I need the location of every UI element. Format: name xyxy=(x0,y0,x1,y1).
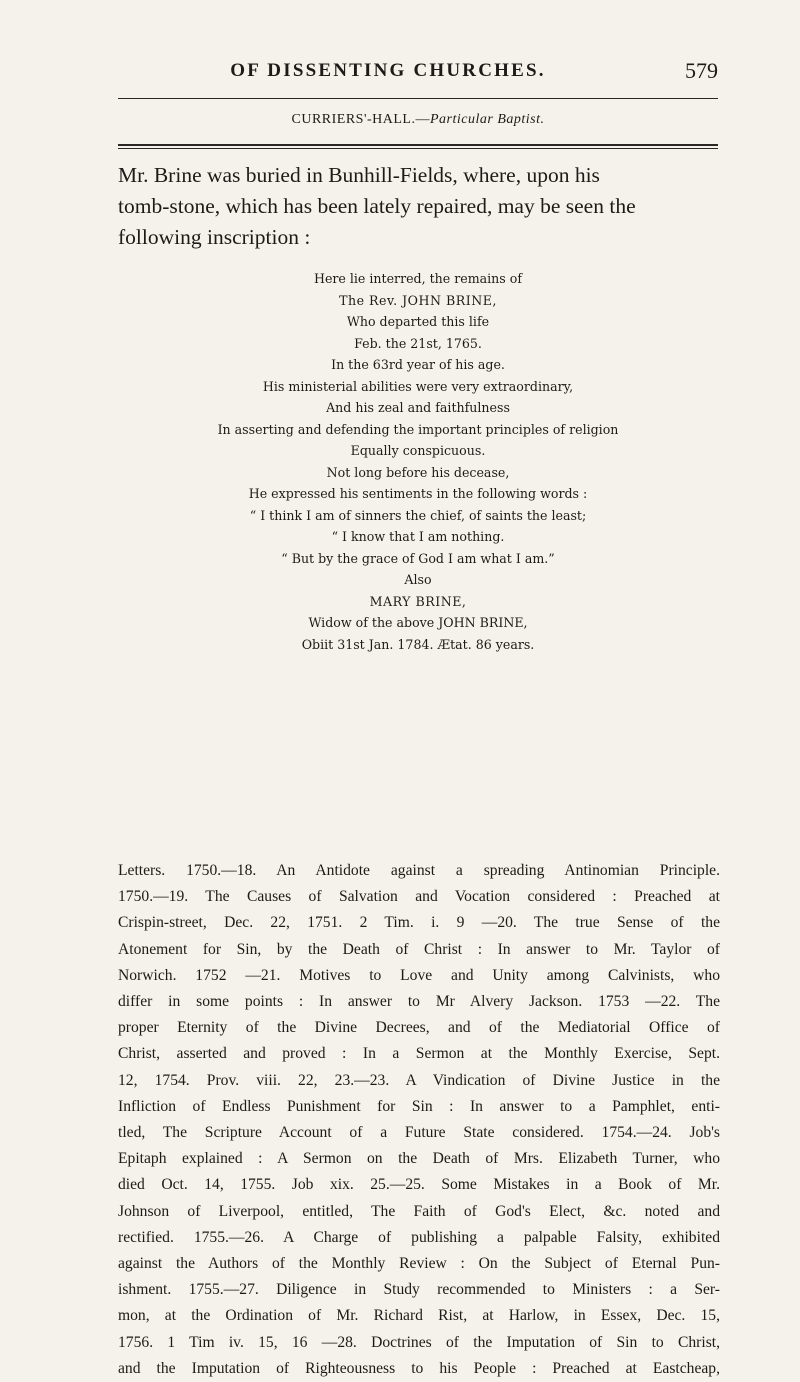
section-dash: — xyxy=(415,112,430,127)
works-line: Norwich. 1752 —21. Motives to Love and Unity among Calvinists, who xyxy=(118,966,720,984)
works-line: 1750.—19. The Causes of Salvation and Vocation considered : Preached at xyxy=(118,888,720,906)
inscription-line: He expressed his sentiments in the following words : xyxy=(248,486,588,501)
works-line: proper Eternity of the Divine Decrees, and of the Mediatorial Office of xyxy=(118,1019,720,1037)
double-rule-top xyxy=(118,144,718,146)
works-line: against the Authors of the Monthly Review : On the Subject of Eternal Pun- xyxy=(118,1255,720,1273)
inscription-line: Here lie interred, the remains of xyxy=(313,271,523,286)
works-line: Christ, asserted and proved : In a Sermon at the Monthly Exercise, Sept. xyxy=(118,1045,720,1063)
inscription-line: Who departed this life xyxy=(346,314,490,329)
works-line: Johnson of Liverpool, entitled, The Faith of God's Elect, &c. noted and xyxy=(118,1202,720,1220)
works-line: tled, The Scripture Account of a Future State considered. 1754.—24. Job's xyxy=(118,1124,720,1142)
running-head xyxy=(118,58,718,92)
works-line: Epitaph explained : A Sermon on the Death of Mrs. Elizabeth Turner, who xyxy=(118,1150,720,1168)
inscription-line: “ I think I am of sinners the chief, of saints the least; xyxy=(249,507,587,523)
works-line: 1756. 1 Tim iv. 15, 16 —28. Doctrines of the Imputation of Sin to Christ, xyxy=(118,1333,720,1351)
top-rule xyxy=(118,98,718,99)
inscription-line: Also xyxy=(404,572,432,587)
intro-line: following inscription : xyxy=(118,225,311,249)
inscription-line: Widow of the above JOHN BRINE, xyxy=(308,615,528,630)
inscription-line: And his zeal and faithfulness xyxy=(326,400,510,415)
inscription-line: The Rev. JOHN BRINE, xyxy=(339,292,497,308)
inscription-line: “ I know that I am nothing. xyxy=(331,529,505,544)
tombstone-inscription xyxy=(118,268,718,655)
works-list-paragraph xyxy=(118,858,720,1382)
section-heading xyxy=(118,112,718,128)
intro-line: Mr. Brine was buried in Bunhill-Fields, where, upon his xyxy=(118,163,600,187)
works-line: differ in some points : In answer to Mr Alvery Jackson. 1753 —22. The xyxy=(118,993,720,1011)
works-line: Letters. 1750.—18. An Antidote against a spreading Antinomian Principle. xyxy=(118,862,720,879)
works-line: Atonement for Sin, by the Death of Christ : In answer to Mr. Taylor of xyxy=(118,940,720,958)
intro-paragraph xyxy=(118,160,720,253)
works-line: died Oct. 14, 1755. Job xix. 25.—25. Some Mistakes in a Book of Mr. xyxy=(118,1176,720,1194)
inscription-line: Equally conspicuous. xyxy=(350,443,486,458)
works-line: and the Imputation of Righteousness to his People : Preached at Eastcheap, xyxy=(118,1359,720,1377)
inscription-line: In the 63rd year of his age. xyxy=(331,357,505,372)
works-line: ishment. 1755.—27. Diligence in Study recommended to Ministers : a Ser- xyxy=(118,1281,720,1299)
works-line: rectified. 1755.—26. A Charge of publishing a palpable Falsity, exhibited xyxy=(118,1228,720,1246)
inscription-line: In asserting and defending the important principles of religion xyxy=(217,421,619,437)
inscription-line: Not long before his decease, xyxy=(326,464,510,480)
works-line: 12, 1754. Prov. viii. 22, 23.—23. A Vindication of Divine Justice in the xyxy=(118,1071,720,1089)
inscription-line: Feb. the 21st, 1765. xyxy=(354,335,482,351)
double-rule-bottom xyxy=(118,148,718,149)
works-line: Infliction of Endless Punishment for Sin : In answer to a Pamphlet, enti- xyxy=(118,1097,720,1115)
inscription-line: His ministerial abilities were very extraordinary, xyxy=(262,378,574,394)
inscription-line: Obiit 31st Jan. 1784. Ætat. 86 years. xyxy=(301,636,535,652)
intro-line: tomb-stone, which has been lately repaired, may be seen the xyxy=(118,194,636,218)
inscription-line: “ But by the grace of God I am what I am.” xyxy=(281,550,555,566)
works-line: Crispin-street, Dec. 22, 1751. 2 Tim. i. 9 —20. The true Sense of the xyxy=(118,914,720,932)
works-line: mon, at the Ordination of Mr. Richard Rist, at Harlow, in Essex, Dec. 15, xyxy=(118,1307,720,1325)
running-title: OF DISSENTING CHURCHES. xyxy=(230,60,546,81)
section-place: CURRIERS'-HALL. xyxy=(291,112,416,127)
section-denomination: Particular Baptist. xyxy=(429,112,545,127)
inscription-line: MARY BRINE, xyxy=(369,593,467,609)
page-number: 579 xyxy=(685,58,718,83)
